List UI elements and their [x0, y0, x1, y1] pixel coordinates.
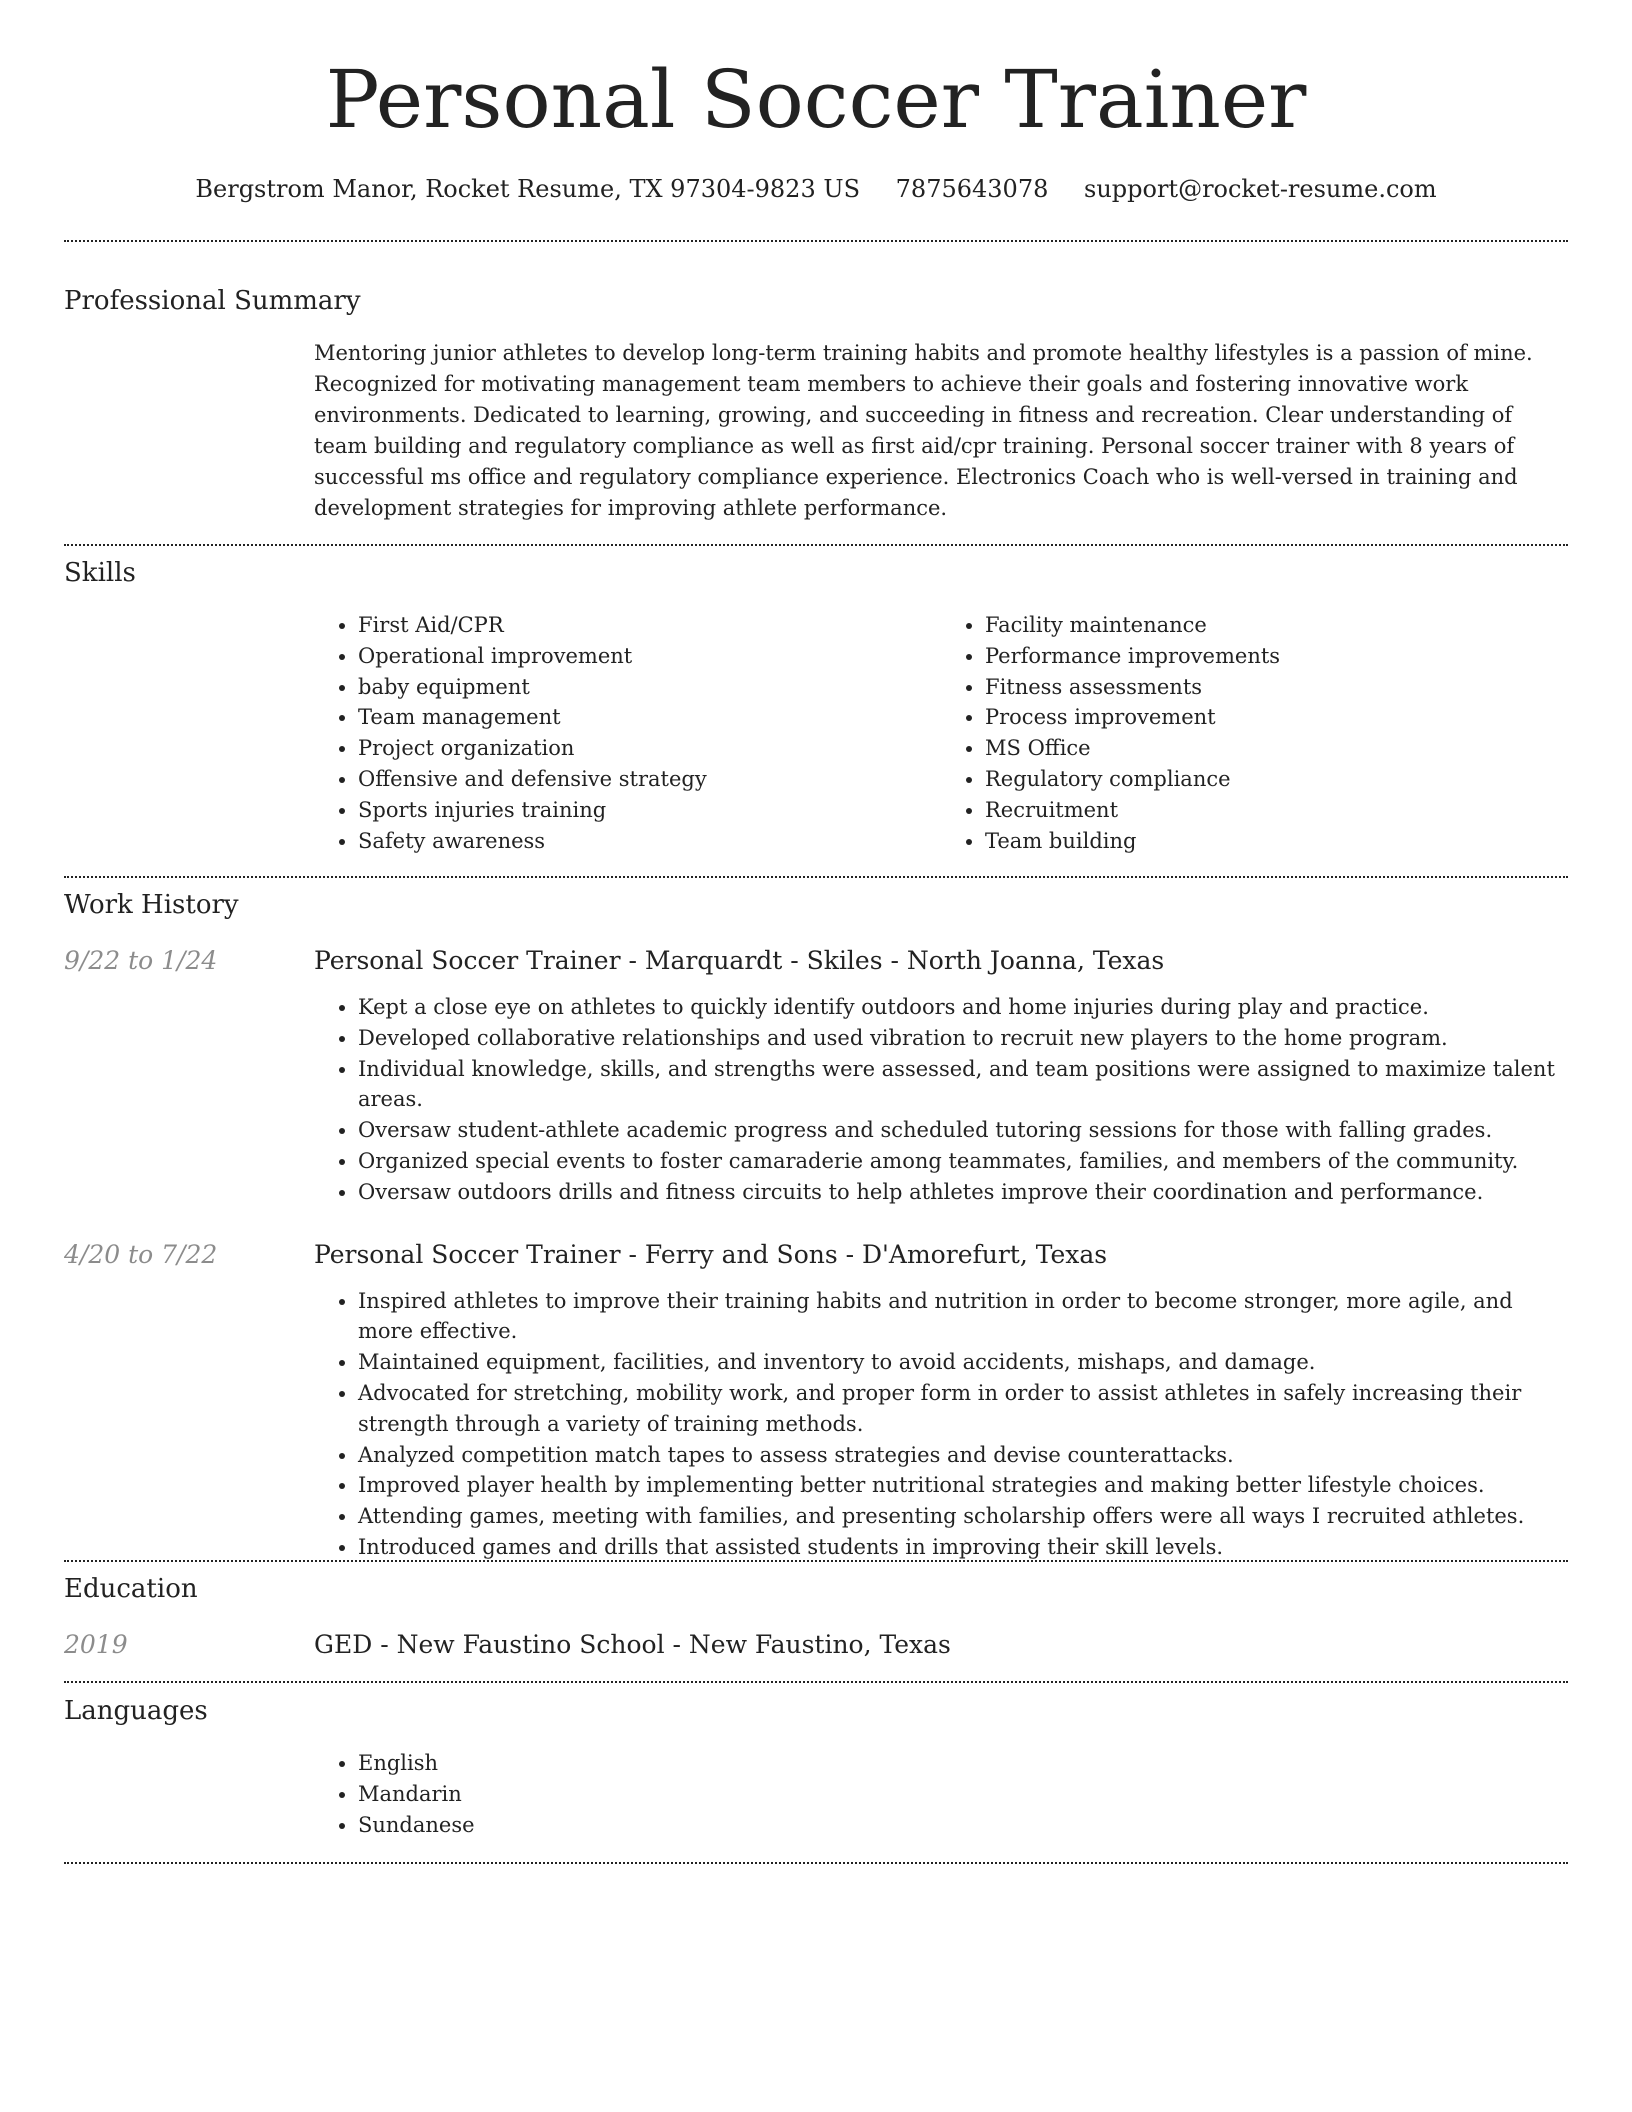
divider: [64, 876, 1568, 878]
languages-section: [64, 1694, 1568, 1840]
list-item: • Oversaw student-athlete academic progress and scheduled tutoring sessions for those with falling grades.: [358, 1115, 1568, 1146]
list-item: • Kept a close eye on athletes to quickly identify outdoors and home injuries during play and practice.: [358, 992, 1568, 1023]
list-item: • Operational improvement: [358, 641, 941, 672]
languages-list: [314, 1748, 1568, 1840]
list-item: • Individual knowledge, skills, and strengths were assessed, and team positions were assigned to maximize talent areas.: [358, 1054, 1568, 1116]
list-item: • baby equipment: [358, 672, 941, 703]
list-item: • Fitness assessments: [985, 672, 1568, 703]
job-entry: [64, 944, 1568, 1208]
list-item: • Recruitment: [985, 795, 1568, 826]
list-item: • Analyzed competition match tapes to assess strategies and devise counterattacks.: [358, 1440, 1568, 1471]
summary-section: [64, 284, 1568, 524]
list-item: • Maintained equipment, facilities, and inventory to avoid accidents, mishaps, and damage.: [358, 1347, 1568, 1378]
divider: [64, 1862, 1568, 1864]
list-item: • First Aid/CPR: [358, 610, 941, 641]
education-year: 2019: [64, 1630, 128, 1659]
work-history-section: [64, 888, 1568, 1563]
job-entry: [64, 1238, 1568, 1563]
divider: [64, 1681, 1568, 1683]
list-item: • English: [358, 1748, 1568, 1779]
section-title: Languages: [64, 1696, 208, 1726]
list-item: • Inspired athletes to improve their training habits and nutrition in order to become stronger, more agile, and more effective.: [358, 1286, 1568, 1348]
list-item: • Developed collaborative relationships and used vibration to recruit new players to the home program.: [358, 1023, 1568, 1054]
section-title: Professional Summary: [64, 286, 361, 316]
list-item: • Process improvement: [985, 702, 1568, 733]
section-title: Skills: [64, 558, 136, 588]
job-dates: 9/22 to 1/24: [64, 946, 218, 975]
contact-address: Bergstrom Manor, Rocket Resume, TX 97304-9823 US: [195, 175, 861, 203]
contact-phone: 7875643078: [895, 175, 1049, 203]
education-entry: GED - New Faustino School - New Faustino, Texas: [314, 1630, 951, 1659]
list-item: • Organized special events to foster camaraderie among teammates, families, and members of the community.: [358, 1146, 1568, 1177]
skills-list-left: [314, 610, 941, 856]
list-item: • Team building: [985, 826, 1568, 857]
list-item: • Facility maintenance: [985, 610, 1568, 641]
section-title: Work History: [64, 890, 239, 920]
job-bullets: [314, 1286, 1568, 1563]
list-item: • Sports injuries training: [358, 795, 941, 826]
job-bullets: [314, 992, 1568, 1208]
skills-section: [64, 556, 1568, 856]
list-item: • MS Office: [985, 733, 1568, 764]
resume-name: Personal Soccer Trainer: [325, 53, 1307, 146]
divider: [64, 544, 1568, 546]
summary-text: Mentoring junior athletes to develop long-term training habits and promote healthy lifestyles is a passion of mine. Recognized for motivating management team members to achieve their goals and fostering innovative work environments. Dedicated to learning, growing, and succeeding in fitness and recreation. Clear understanding of team building and regulatory compliance as well as first aid/cpr training. Personal soccer trainer with 8 years of successful ms office and regulatory compliance experience. Electronics Coach who is well-versed in training and development strategies for improving athlete performance.: [314, 341, 1533, 520]
divider: [64, 240, 1568, 242]
list-item: • Offensive and defensive strategy: [358, 764, 941, 795]
list-item: • Sundanese: [358, 1810, 1568, 1841]
list-item: • Improved player health by implementing better nutritional strategies and making better lifestyle choices.: [358, 1470, 1568, 1501]
list-item: • Oversaw outdoors drills and fitness circuits to help athletes improve their coordination and performance.: [358, 1177, 1568, 1208]
job-dates: 4/20 to 7/22: [64, 1239, 218, 1269]
section-title: Education: [64, 1574, 198, 1604]
list-item: • Team management: [358, 702, 941, 733]
list-item: • Project organization: [358, 733, 941, 764]
list-item: • Safety awareness: [358, 826, 941, 857]
list-item: • Attending games, meeting with families, and presenting scholarship offers were all ways I recruited athletes.: [358, 1501, 1568, 1532]
job-title: Personal Soccer Trainer - Ferry and Sons - D'Amorefurt, Texas: [314, 1239, 1108, 1269]
list-item: • Advocated for stretching, mobility work, and proper form in order to assist athletes in safely increasing their strength through a variety of training methods.: [358, 1378, 1568, 1440]
list-item: • Regulatory compliance: [985, 764, 1568, 795]
resume-page: [64, 0, 1568, 1837]
list-item: • Performance improvements: [985, 641, 1568, 672]
contact-line: [64, 174, 1568, 204]
education-section: [64, 1572, 1568, 1662]
divider: [64, 1560, 1568, 1562]
list-item: • Introduced games and drills that assisted students in improving their skill levels.: [358, 1532, 1568, 1563]
list-item: • Mandarin: [358, 1779, 1568, 1810]
contact-email: support@rocket-resume.com: [1084, 175, 1437, 203]
skills-list-right: [941, 610, 1568, 856]
job-title: Personal Soccer Trainer - Marquardt - Skiles - North Joanna, Texas: [314, 946, 1165, 975]
